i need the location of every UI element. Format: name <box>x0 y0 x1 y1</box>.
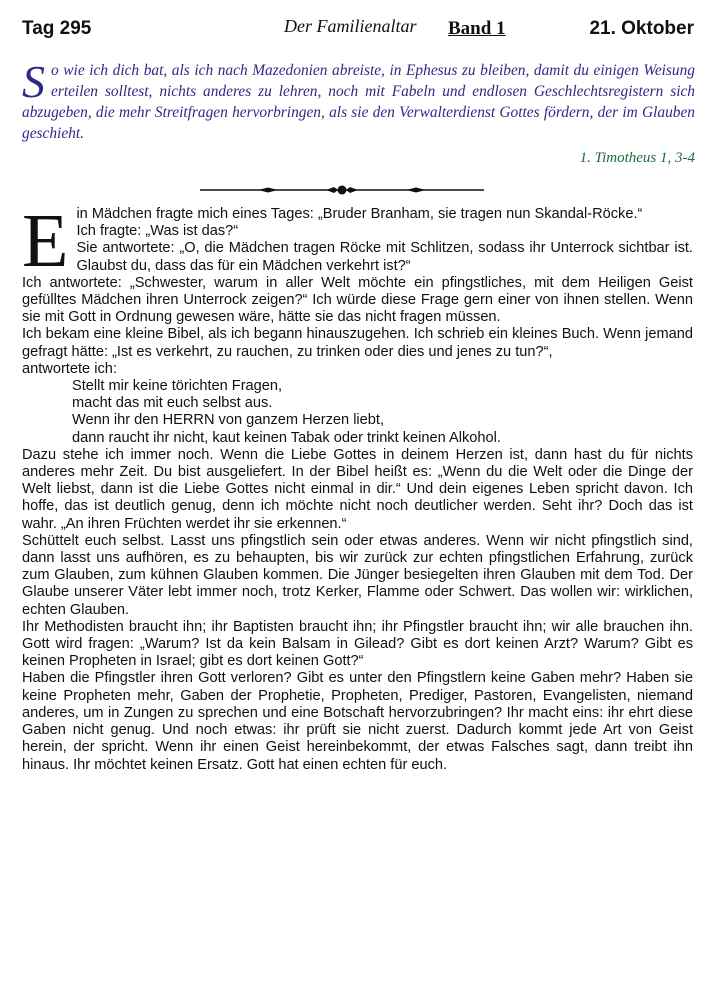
poem-line: macht das mit euch selbst aus. <box>72 395 273 412</box>
day-number: Tag 295 <box>22 18 92 39</box>
paragraph: Ich fragte: „Was ist das?“ <box>76 223 239 240</box>
page-header <box>22 14 694 46</box>
paragraph: in Mädchen fragte mich eines Tages: „Bruder Branham, sie tragen nun Skandal-Röcke.“ <box>76 206 643 222</box>
poem-line: Wenn ihr den HERRN von ganzem Herzen liebt, <box>72 412 385 429</box>
paragraph: Schüttelt euch selbst. Lasst uns pfingstlich sein oder etwas anderes. Wenn wir nicht pfingstlich sind, dann lasst uns aufhören, es zu behaupten, bis wir zurück zur echten pfingstlichen Erfahrung, zurück zum Glauben, zum kühnen Glauben kommen. Die Jünger besiegelten ihren Glauben mit dem Tod. Der Glaube unserer Väter lebt immer noch, trotz Kerker, Flamme oder Schwert. Das wollen wir: wirklichen, echten Glauben. <box>22 532 693 618</box>
paragraph: Sie antwortete: „O, die Mädchen tragen Röcke mit Schlitzen, sodass ihr Unterrock sichtbar ist. Glaubst du, dass das für ein Mädchen verkehrt ist?“ <box>76 240 693 274</box>
poem-line: dann raucht ihr nicht, kaut keinen Tabak oder trinkt keinen Alkohol. <box>72 429 501 446</box>
page-date: 21. Oktober <box>589 18 694 39</box>
poem-line: Stellt mir keine törichten Fragen, <box>72 378 283 395</box>
verse-drop-cap: S <box>22 56 45 107</box>
ornament-divider <box>198 183 486 197</box>
devotional-body <box>22 199 693 774</box>
volume-label: Band 1 <box>448 18 506 39</box>
paragraph: Ich bekam eine kleine Bibel, als ich begann hinauszugehen. Ich schrieb ein kleines Buch. Wenn jemand gefragt hätte: „Ist es verkehrt, zu rauchen, zu trinken oder dies und jenes zu tun?“, <box>22 326 693 360</box>
paragraph: Ihr Methodisten braucht ihn; ihr Baptisten braucht ihn; ihr Pfingstler braucht ihn; wir alle brauchen ihn. Gott wird fragen: „Warum? Ist da kein Balsam in Gilead? Gibt es dort keinen Arzt? Warum? Gibt es keinen Propheten in Israel; gibt es dort keinen Gott?“ <box>22 618 693 670</box>
paragraph: antwortete ich: <box>22 360 117 377</box>
paragraph: Ich antwortete: „Schwester, warum in aller Welt möchte ein pfingstliches, mit dem Heiligen Geist gefülltes Mädchen ihren Unterrock zeigen?“ Ich würde diese Frage gern einer von ihnen stellen. Wenn sie mit Gott in Ordnung gewesen wäre, hätte sie das nicht fragen müssen. <box>22 274 693 326</box>
paragraph: Dazu stehe ich immer noch. Wenn die Liebe Gottes in deinem Herzen ist, dann hast du für nichts anderes mehr Zeit. Du bist ausgeliefert. In der Bibel heißt es: „Wenn du die Welt oder die Dinge der Welt liebst, dann ist die Liebe Gottes nicht einmal in dir.“ Und dein eigenes Leben spricht davon. Ich hoffe, das ist deutlich genug, denn ich möchte nicht noch deutlicher werden. Seht ihr? Doch das ist wahr. „An ihren Früchten werdet ihr sie erkennen.“ <box>22 446 693 532</box>
scripture-verse <box>22 56 695 144</box>
poem-block <box>72 378 693 447</box>
body-drop-cap: E <box>22 199 69 283</box>
verse-text: o wie ich dich bat, als ich nach Mazedonien abreiste, in Ephesus zu bleiben, damit du einigen Weisung erteilen solltest, nichts anderes zu lehren, noch mit Fabeln und endlosen Geschlechtsregistern sich abzugeben, die mehr Streitfragen hervorbringen, als sie den Verwalterdienst Gottes fördern, der im Glauben geschieht. <box>22 62 695 142</box>
book-title: Der Familienaltar <box>284 16 417 36</box>
paragraph: Haben die Pfingstler ihren Gott verloren? Gibt es unter den Pfingstlern keine Gaben mehr? Haben sie keine Propheten mehr, Gaben der Prophetie, Propheten, Prediger, Pastoren, Evangelisten, niemand anderes, um in Zungen zu sprechen und eine Botschaft hervorzubringen? Ihr macht eins: ihr ehrt diese Gaben nicht genug. Und noch etwas: ihr prüft sie nicht zuerst. Dadurch kommt jede Art von Geist herein, der spricht. Wenn ihr einen Geist hereinbekommt, der etwas Falsches sagt, dann treibt ihn hinaus. Ihr möchtet keinen Ersatz. Gott hat einen echten für euch. <box>22 670 693 773</box>
verse-reference: 1. Timotheus 1, 3-4 <box>579 150 695 166</box>
